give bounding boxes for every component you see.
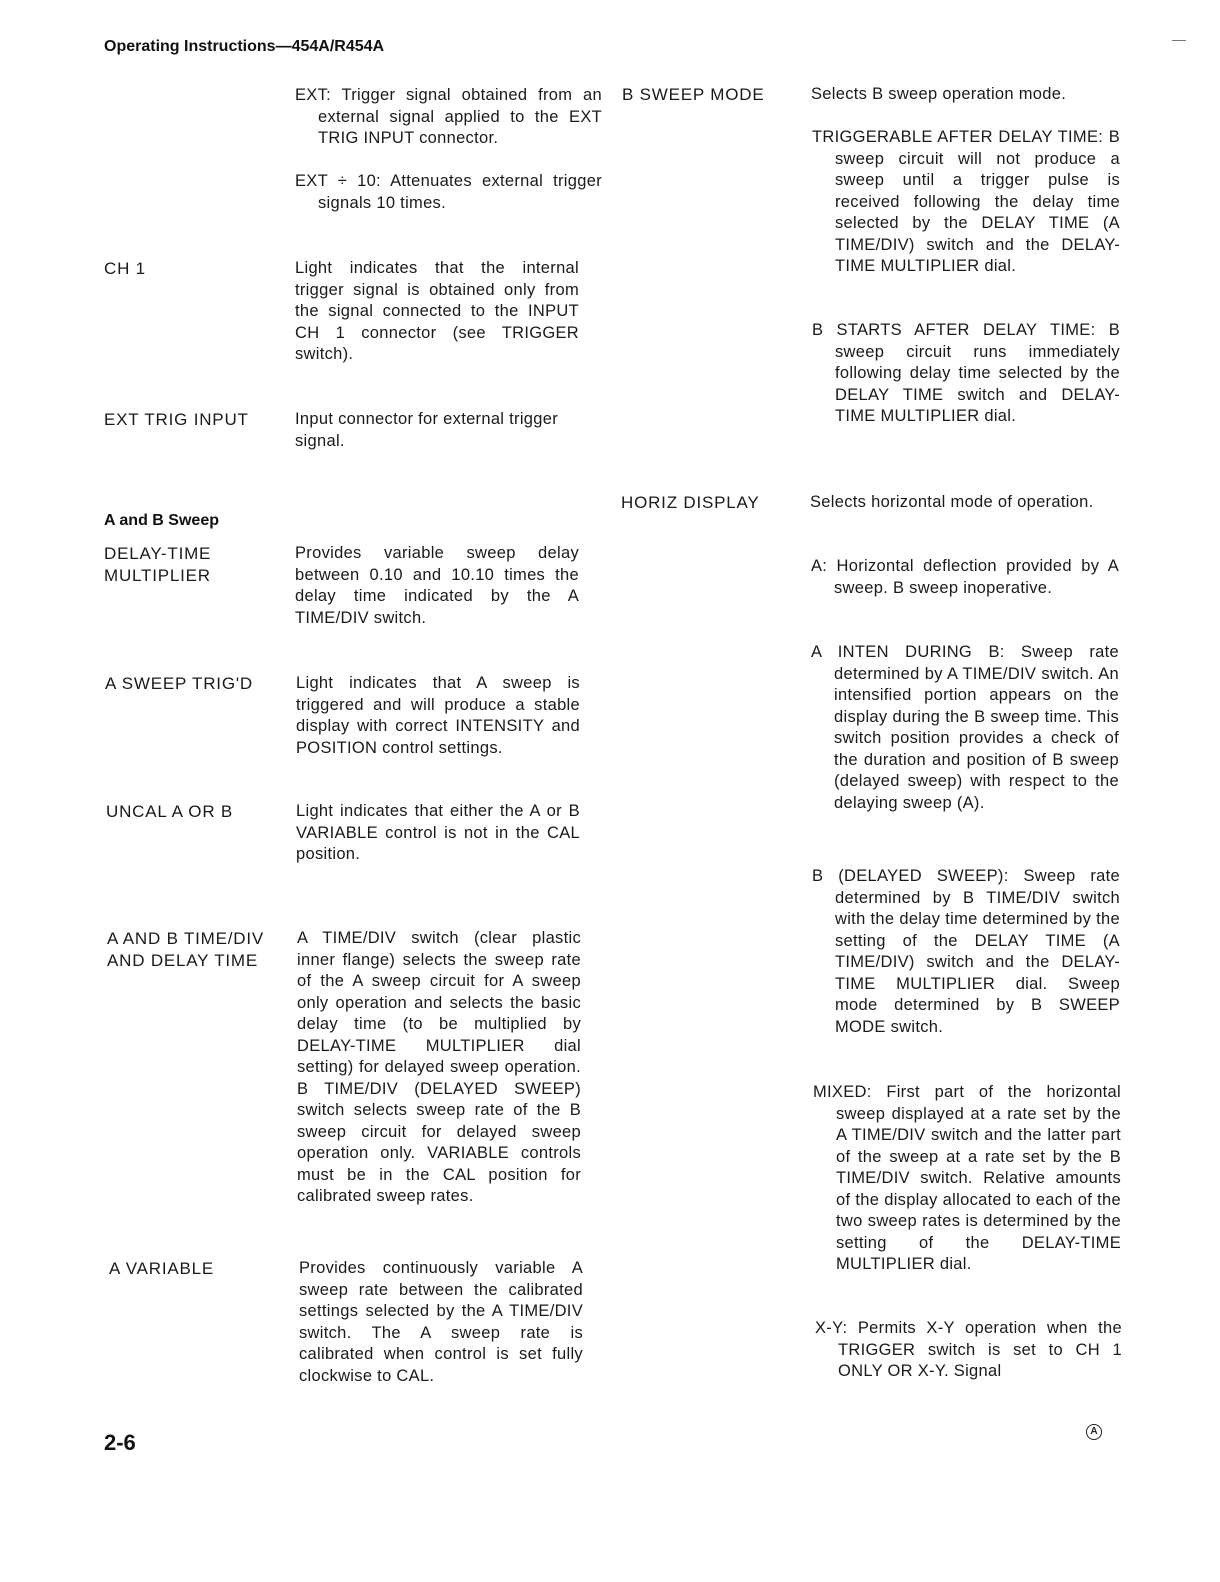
horiz-display-mixed: MIXED: First part of the horizontal sweep displayed at a rate set by the A TIME/DIV switch and the latter part of the sweep at a rate set by the B TIME/DIV switch. Relative amounts of the display allocated to each of the two sweep rates is determined by the setting of the DELAY-TIME MULTIPLIER dial.: [813, 1083, 1121, 1273]
trigger-source-ext: EXT: Trigger signal obtained from an external signal applied to the EXT TRIG INPUT connector.: [295, 86, 602, 147]
term-ext-trig-input: EXT TRIG INPUT: [104, 410, 249, 429]
term-b-sweep-mode: B SWEEP MODE: [622, 85, 765, 104]
revision-mark: A: [1086, 1424, 1102, 1440]
desc-uncal-a-or-b: Light indicates that either the A or B VARIABLE control is not in the CAL position.: [296, 802, 580, 863]
desc-horiz-display: Selects horizontal mode of operation.: [810, 493, 1094, 511]
term-a-sweep-trigd: A SWEEP TRIG'D: [105, 674, 253, 693]
horiz-display-b-delayed: B (DELAYED SWEEP): Sweep rate determined by B TIME/DIV switch with the delay time determined by the setting of the DELAY TIME (A TIME/DIV) switch and the DELAY-TIME MULTIPLIER dial. Sweep mode determined by B SWEEP MODE switch.: [812, 867, 1120, 1036]
desc-a-sweep-trigd: Light indicates that A sweep is triggered and will produce a stable display with correct INTENSITY and POSITION control settings.: [296, 674, 580, 757]
page-header: Operating Instructions—454A/R454A: [104, 38, 385, 55]
term-delay-time-multiplier: DELAY-TIME MULTIPLIER: [104, 544, 212, 585]
term-a-and-b-time-div: A AND B TIME/DIV AND DELAY TIME: [107, 929, 265, 970]
desc-ch1: Light indicates that the internal trigger signal is obtained only from the signal connected to the INPUT CH 1 connector (see TRIGGER switch).: [295, 259, 579, 363]
desc-a-variable: Provides continuously variable A sweep rate between the calibrated settings selected by the A TIME/DIV switch. The A sweep rate is calibrated when control is set fully clockwise to CAL.: [299, 1259, 583, 1385]
term-uncal-a-or-b: UNCAL A OR B: [106, 802, 234, 821]
corner-dash: [1172, 40, 1186, 41]
trigger-source-ext-div10: EXT ÷ 10: Attenuates external trigger signals 10 times.: [295, 172, 602, 212]
b-sweep-mode-starts-after: B STARTS AFTER DELAY TIME: B sweep circuit runs immediately following delay time selected by the DELAY TIME switch and DELAY-TIME MULTIPLIER dial.: [812, 321, 1120, 425]
b-sweep-mode-triggerable: TRIGGERABLE AFTER DELAY TIME: B sweep circuit will not produce a sweep until a trigger pulse is received following the delay time selected by the DELAY TIME (A TIME/DIV) switch and the DELAY-TIME MULTIPLIER dial.: [812, 128, 1120, 275]
desc-b-sweep-mode: Selects B sweep operation mode.: [811, 85, 1067, 103]
horiz-display-xy: X-Y: Permits X-Y operation when the TRIGGER switch is set to CH 1 ONLY OR X-Y. Signal: [815, 1319, 1122, 1380]
term-horiz-display: HORIZ DISPLAY: [621, 493, 760, 512]
desc-a-and-b-time-div: A TIME/DIV switch (clear plastic inner flange) selects the sweep rate of the A sweep circuit for A sweep only operation and selects the basic delay time (to be multiplied by DELAY-TIME MULTIPLIER dial setting) for delayed sweep operation. B TIME/DIV (DELAYED SWEEP) switch selects sweep rate of the B sweep circuit for delayed sweep operation only. VARIABLE controls must be in the CAL position for calibrated sweep rates.: [297, 929, 581, 1205]
term-ch1: CH 1: [104, 259, 146, 278]
desc-ext-trig-input: Input connector for external trigger signal.: [295, 410, 559, 450]
section-heading: A and B Sweep: [104, 512, 219, 529]
horiz-display-a-inten: A INTEN DURING B: Sweep rate determined by A TIME/DIV switch. An intensified portion appears on the display during the B sweep time. This switch position provides a check of the duration and position of B sweep (delayed sweep) with respect to the delaying sweep (A).: [811, 643, 1119, 812]
term-a-variable: A VARIABLE: [109, 1259, 215, 1278]
desc-delay-time-multiplier: Provides variable sweep delay between 0.10 and 10.10 times the delay time indicated by the A TIME/DIV switch.: [295, 544, 579, 627]
horiz-display-a: A: Horizontal deflection provided by A sweep. B sweep inoperative.: [811, 557, 1119, 597]
page-number: 2-6: [104, 1430, 136, 1455]
